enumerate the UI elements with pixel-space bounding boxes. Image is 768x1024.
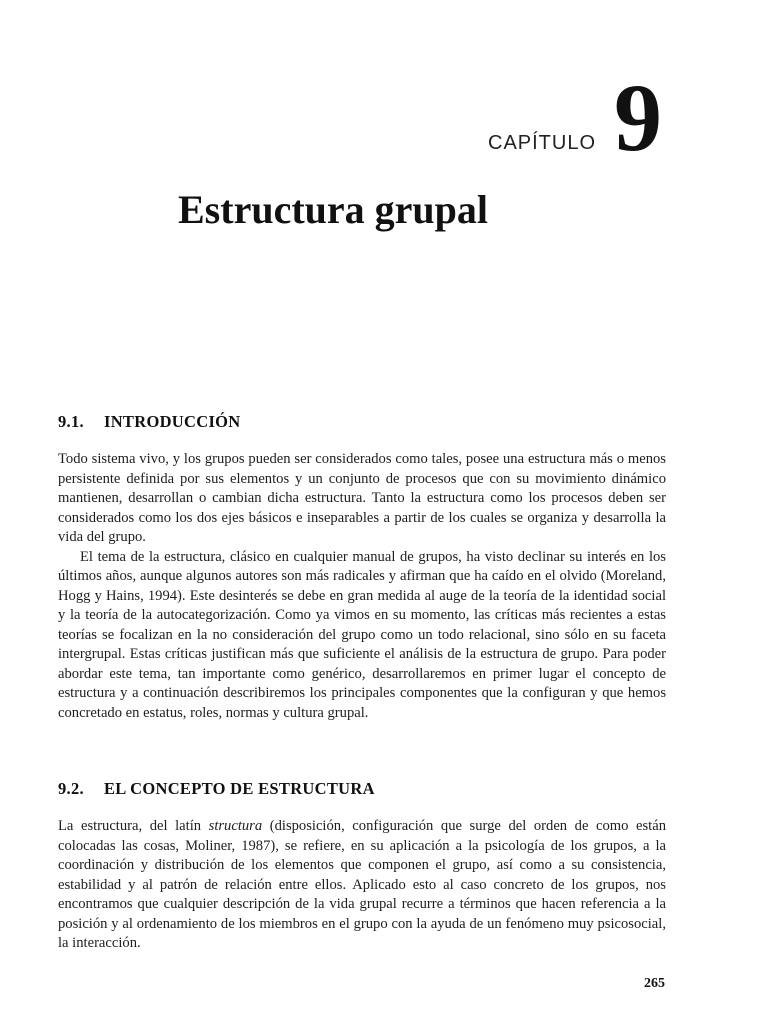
paragraph: Todo sistema vivo, y los grupos pueden ser considerados como tales, posee una estructura más o menos persistente definida por sus elementos y un conjunto de procesos que con su movimiento dinámico mantienen, desarrollan o cambian dicha estructura. Tanto la estructura como los procesos deben ser considerados como los dos ejes básicos e inseparables a partir de los cuales se organiza y desarrolla la vida del grupo. (58, 451, 666, 545)
chapter-number: 9 (614, 64, 662, 171)
paragraph (58, 817, 666, 954)
text-run: La estructura, del latín (58, 818, 209, 834)
text-run: (disposición, configuración que surge del orden de como están colocadas las cosas, Moliner, 1987), se refiere, en su aplicación a la psicología de los grupos, a la coordinación y distribución de los elementos que componen el grupo, así como a su consistencia, estabilidad y al patrón de relación entre ellos. Aplicado esto al caso concreto de los grupos, nos encontramos que cualquier descripción de la vida grupal recurre a términos que hacen referencia a la posición y al ordenamiento de los miembros en el grupo con la ayuda de un fenómeno muy psicosocial, la interacción. (58, 818, 667, 951)
section-title: EL CONCEPTO DE ESTRUCTURA (104, 779, 375, 798)
section-title: INTRODUCCIÓN (104, 412, 241, 431)
section-body-concepto (58, 817, 666, 954)
section-heading-introduccion (58, 412, 241, 432)
section-body-introduccion (58, 450, 666, 723)
chapter-label: CAPÍTULO (488, 132, 597, 154)
section-number: 9.1. (58, 412, 84, 431)
section-number: 9.2. (58, 779, 84, 798)
section-heading-concepto (58, 779, 375, 799)
chapter-title: Estructura grupal (178, 187, 488, 232)
italic-term: structura (208, 818, 263, 834)
paragraph: El tema de la estructura, clásico en cualquier manual de grupos, ha visto declinar su interés en los últimos años, aunque algunos autores son más radicales y afirman que ha caído en el olvido (Moreland, Hogg y Hains, 1994). Este desinterés se debe en gran medida al auge de la teoría de la identidad social y la teoría de la autocategorización. Como ya vimos en su momento, las críticas más recientes a estas teorías se focalizan en la no consideración del grupo como un todo relacional, sino sólo en su faceta intergrupal. Estas críticas justifican más que suficiente el análisis de la estructura de grupo. Para poder abordar este tema, tan importante como genérico, desarrollaremos en primer lugar el concepto de estructura y a continuación describiremos los principales componentes que la configuran y que hemos concretado en estatus, roles, normas y cultura grupal. (58, 548, 666, 721)
page-number: 265 (644, 976, 665, 991)
